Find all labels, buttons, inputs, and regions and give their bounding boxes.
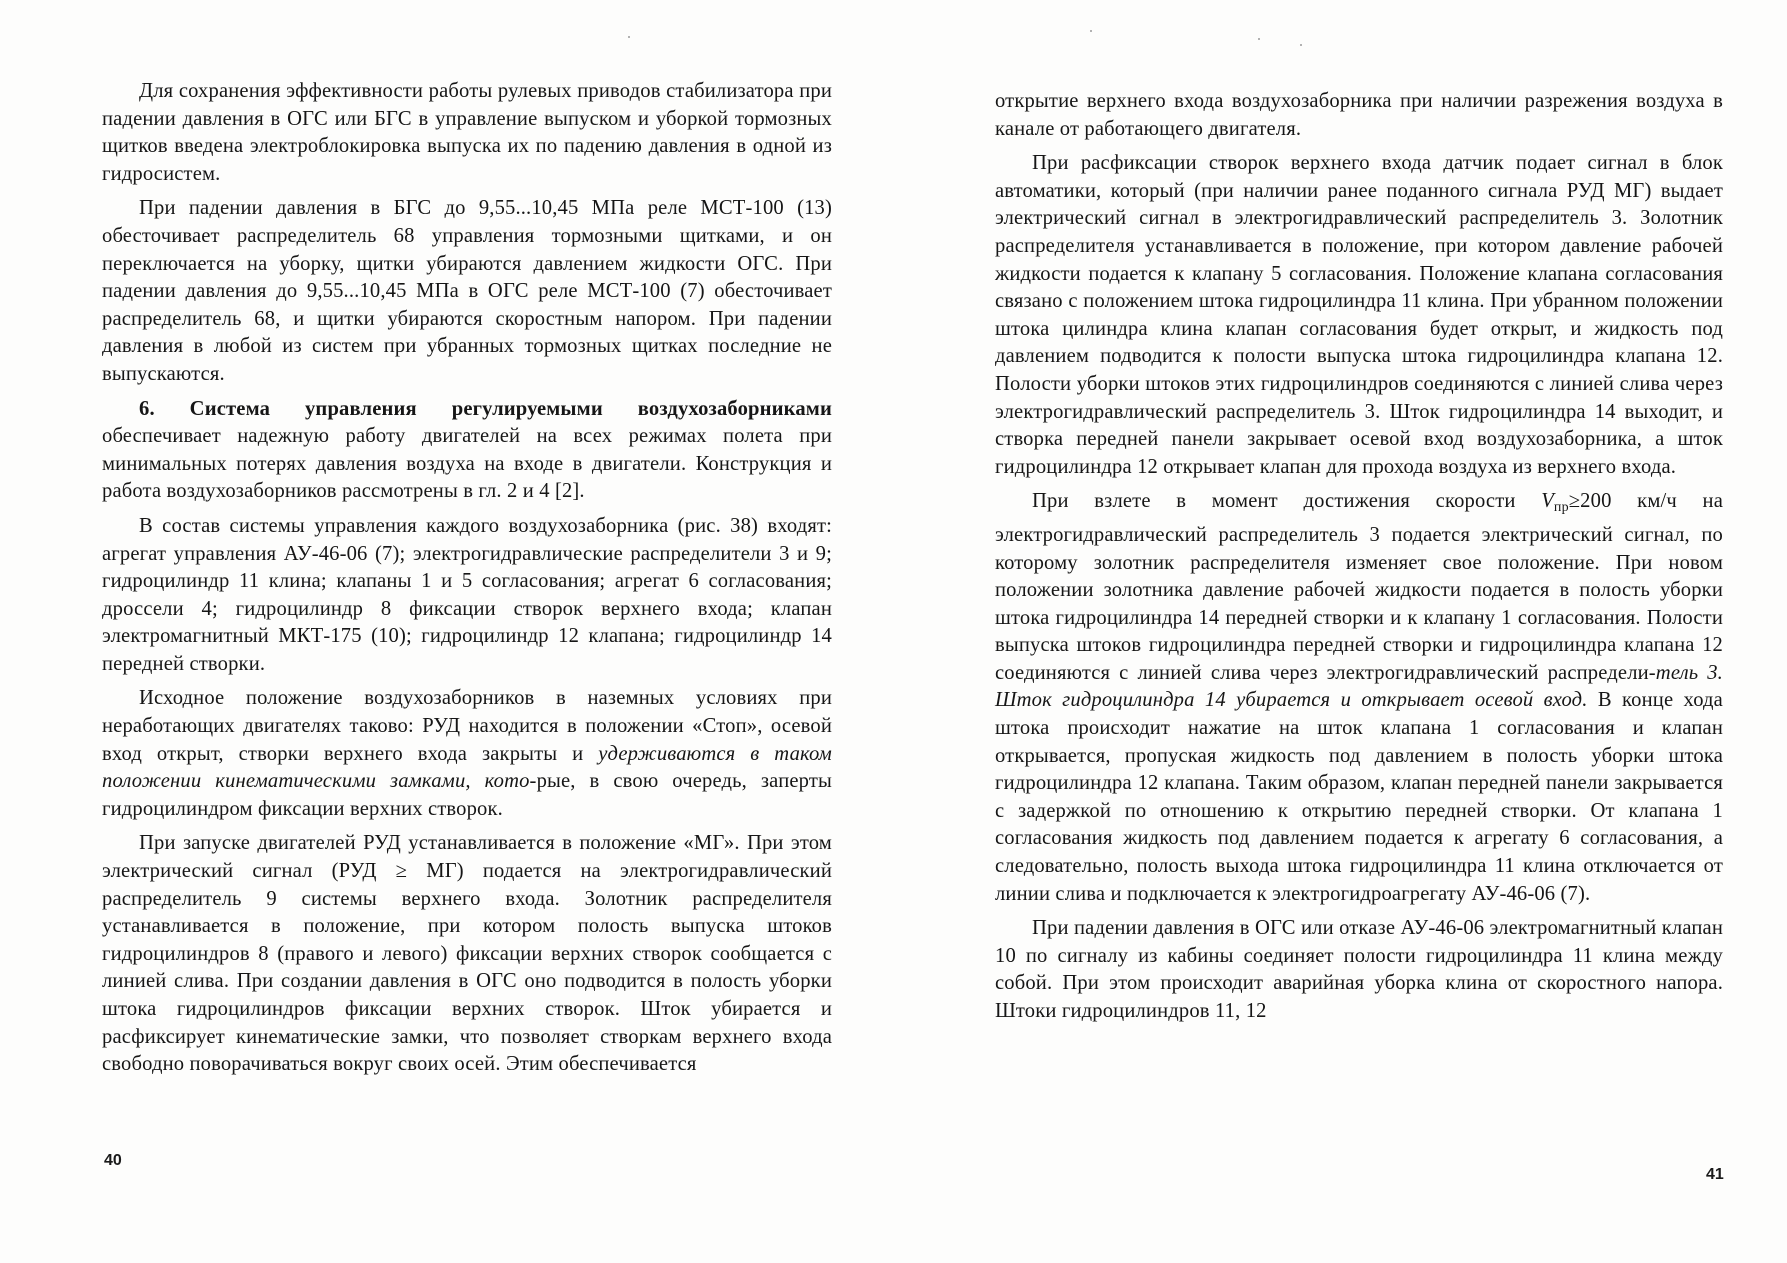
paragraph (995, 488, 1723, 908)
page-number: 41 (1706, 1166, 1724, 1183)
paragraph-text: При взлете в момент достижения скорости (1032, 490, 1542, 513)
scan-speck (628, 36, 630, 38)
paragraph-text: В конце хода штока происходит нажатие на шток клапана 1 согласования и клапан открывается, пропуская жидкость под давлением в полость уборки штока гидроцилиндра 12 клапана. Таким образом, клапан передней панели закрывается с задержкой по отношению к открытию передней створки. От клапана 1 согласования жидкость под давлением подается к агрегату 6 согласования, а следовательно, полость выхода штока гидроцилиндра 11 клина отключается от линии слива и подключается к электрогидроагрегату АУ-46-06 (7). (995, 689, 1723, 905)
paragraph-text: обеспечивает надежную работу двигателей на всех режимах полета при минимальных потерях давления воздуха на входе в двигатели. Конструкция и работа воздухозаборников рассмотрены в гл. 2 и 4 [2]. (102, 425, 832, 503)
page-number: 40 (104, 1152, 122, 1169)
paragraph-text: Исходное положение воздухозаборников в наземных условиях при неработающих двигателях таково: РУД находится в положении «Стоп», осевой вход открыт, створки верхнего входа закрыты и (102, 687, 832, 765)
scan-speck (1300, 44, 1302, 46)
paragraph-text: ≥200 км/ч на электрогидравлический распределитель 3 подается электрический сигнал, по которому золотник распределителя изменяет свое положение. При новом положении золотника давление рабочей жидкости подается в полость уборки штока гидроцилиндра 14 передней створки и к клапану 1 согласования. Полости выпуска штоков гидроцилиндра передней створки и гидроцилиндра клапана 12 соединяются с линией слива через электрогидравлический распредели- (995, 490, 1723, 684)
left-page (102, 78, 832, 1178)
scan-speck (1090, 30, 1092, 32)
velocity-subscript: пр (1553, 500, 1569, 516)
section-paragraph (102, 396, 832, 506)
paragraph: Для сохранения эффективности работы рулевых приводов стабилизатора при падении давления в ОГС или БГС в управление выпуском и уборкой тормозных щитков введена электроблокировка выпуска их по падению давления в одной из гидросистем. (102, 80, 832, 185)
paragraph (102, 685, 832, 823)
italic-text: удерживаются в таком положении кинематическими замками, кото- (102, 742, 832, 793)
paragraph: открытие верхнего входа воздухозаборника при наличии разрежения воздуха в канале от работающего двигателя. (995, 90, 1723, 140)
velocity-symbol: V (1541, 490, 1554, 513)
scan-speck (1258, 38, 1260, 40)
paragraph-text: рые, в свою очередь, заперты гидроцилиндром фиксации верхних створок. (102, 770, 832, 820)
paragraph: При расфиксации створок верхнего входа датчик подает сигнал в блок автоматики, который (при наличии ранее поданного сигнала РУД МГ) выдает электрический сигнал в электрогидравлический распределитель 3. Золотник распределителя устанавливается в положение, при котором давление рабочей жидкости подается к клапану 5 согласования. Положение клапана согласования связано с положением штока гидроцилиндра 11 клина. При убранном положении штока цилиндра клина клапан согласования будет открыт, и жидкость под давлением подводится к полости выпуска штока гидроцилиндра клапана 12. Полости уборки штоков этих гидроцилиндров соединяются с линией слива через электрогидравлический распределитель 3. Шток гидроцилиндра 14 выходит, и створка передней панели закрывает осевой вход воздухозаборника, а шток гидроцилиндра 12 открывает клапан для прохода воздуха из верхнего входа. (995, 152, 1723, 478)
paragraph: При падении давления в БГС до 9,55...10,45 МПа реле МСТ-100 (13) обесточивает распределитель 68 управления тормозными щитками, и он переключается на уборку, щитки убираются давлением жидкости ОГС. При падении давления до 9,55...10,45 МПа в ОГС реле МСТ-100 (7) обесточивает распределитель 68, и щитки убираются скоростным напором. При падении давления в любой из систем при убранных тормозных щитках последние не выпускаются. (102, 197, 832, 385)
italic-text: тель 3. Шток гидроцилиндра 14 убирается и открывает осевой вход. (995, 661, 1723, 712)
right-page (995, 88, 1723, 1188)
paragraph: При падении давления в ОГС или отказе АУ-46-06 электромагнитный клапан 10 по сигналу из кабины соединяет полости гидроцилиндра 11 клина между собой. При этом происходит аварийная уборка клина от скоростного напора. Штоки гидроцилиндров 11, 12 (995, 917, 1723, 1022)
paragraph: В состав системы управления каждого воздухозаборника (рис. 38) входят: агрегат управления АУ-46-06 (7); электрогидравлические распределители 3 и 9; гидроцилиндр 11 клина; клапаны 1 и 5 согласования; агрегат 6 согласования; дроссели 4; гидроцилиндр 8 фиксации створок верхнего входа; клапан электромагнитный МКТ-175 (10); гидроцилиндр 12 клапана; гидроцилиндр 14 передней створки. (102, 514, 832, 675)
section-heading: 6. Система управления регулируемыми воздухозаборниками (139, 397, 832, 420)
paragraph: При запуске двигателей РУД устанавливается в положение «МГ». При этом электрический сигнал (РУД ≥ МГ) подается на электрогидравлический распределитель 9 системы верхнего входа. Золотник распределителя устанавливается в положение, при котором полость выпуска штоков гидроцилиндров 8 (правого и левого) фиксации верхних створок сообщается с линией слива. При создании давления в ОГС оно подводится в полость уборки штока гидроцилиндров фиксации верхних створок. Шток убирается и расфиксирует кинематические замки, что позволяет створкам верхнего входа свободно поворачиваться вокруг своих осей. Этим обеспечивается (102, 832, 832, 1076)
